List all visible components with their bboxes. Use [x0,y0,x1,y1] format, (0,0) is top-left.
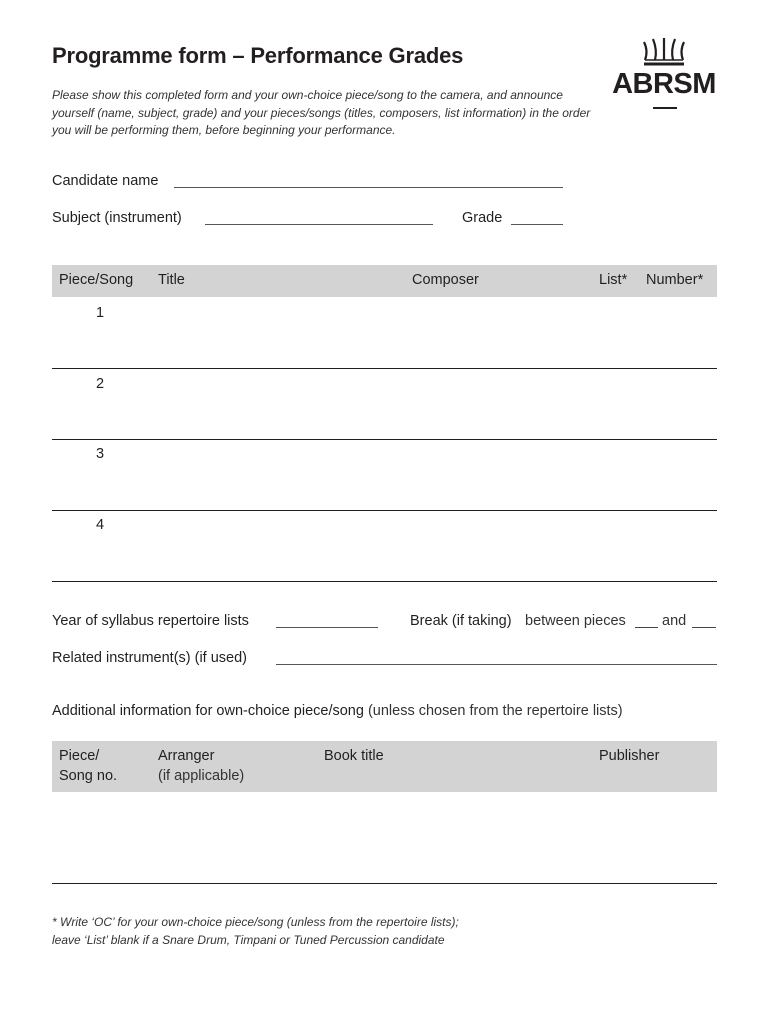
related-instrument-field[interactable] [276,664,717,665]
additional-table-header [52,741,717,792]
piece-row-number: 1 [96,305,105,321]
crown-icon [640,38,688,66]
additional-info-heading-note: (unless chosen from the repertoire lists) [367,703,623,719]
additional-info-heading-text: Additional information for own-choice piece/song [52,703,364,719]
header-piece-line2: Song no. [59,767,118,784]
pieces-table-header [52,265,717,297]
piece-row-number: 2 [96,376,105,392]
between-pieces-label: between pieces [525,613,626,629]
break-second-piece-field[interactable] [692,627,716,628]
break-label: Break (if taking) [410,613,512,629]
piece-row-divider [52,581,717,582]
header-piece-line1: Piece/ [59,748,100,764]
footnote-line1: * Write ‘OC’ for your own-choice piece/song (unless from the repertoire lists); [52,915,459,929]
year-syllabus-field[interactable] [276,627,378,628]
related-instrument-label: Related instrument(s) (if used) [52,650,248,666]
piece-row-divider [52,368,717,369]
logo-underline [653,107,677,109]
intro-text: Please show this completed form and your own-choice piece/song to the camera, and announce yourself (name, subject, grade) and your pieces/songs (titles, composers, list information) in the order you will be performing them, before beginning your performance. [52,88,591,137]
header-list: List* [599,272,628,288]
header-arranger [158,747,244,786]
header-number: Number* [646,272,704,288]
logo-wordmark: ABRSM [612,68,716,100]
grade-field[interactable] [511,224,563,225]
piece-row-number: 3 [96,446,105,462]
candidate-name-field[interactable] [174,187,563,188]
header-piece-song: Piece/Song [59,272,134,288]
piece-row-number: 4 [96,517,105,533]
header-arranger-line1: Arranger [158,748,215,764]
and-label: and [662,613,687,629]
page-title: Programme form – Performance Grades [52,43,464,68]
grade-label: Grade [462,210,503,226]
subject-field[interactable] [205,224,433,225]
subject-label: Subject (instrument) [52,210,182,226]
footnote [52,913,459,949]
break-first-piece-field[interactable] [635,627,658,628]
header-arranger-line2: (if applicable) [158,767,245,784]
candidate-name-label: Candidate name [52,173,159,189]
header-composer: Composer [412,272,479,288]
additional-info-heading [52,703,623,719]
piece-row-divider [52,439,717,440]
header-title: Title [158,272,185,288]
header-publisher: Publisher [599,748,660,764]
abrsm-logo [610,38,718,114]
additional-row-divider [52,883,717,884]
header-book-title: Book title [324,748,384,764]
header-piece-song-no [59,747,117,786]
piece-row-divider [52,510,717,511]
year-syllabus-label: Year of syllabus repertoire lists [52,613,249,629]
footnote-line2: leave ‘List’ blank if a Snare Drum, Timpani or Tuned Percussion candidate [52,933,445,947]
